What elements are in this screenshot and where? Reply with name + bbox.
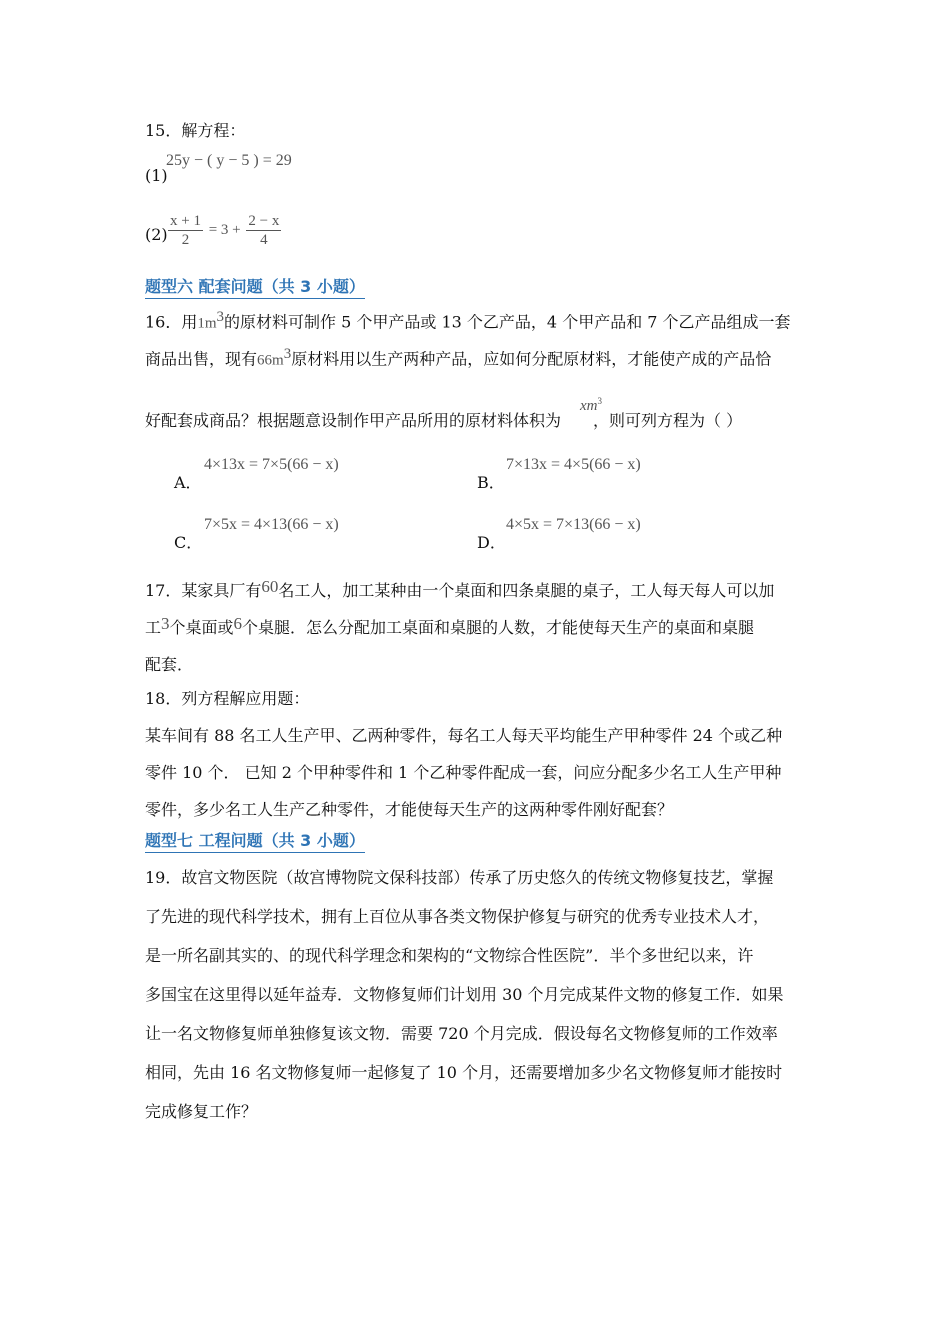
q16-line-1: 16．用$1m^3$的原材料可制作 5 个甲产品或 13 个乙产品，4 个甲产品和 7 个乙产品组成一套: [145, 309, 791, 332]
q16-line-3: 好配套成商品？根据题意设制作甲产品所用的原材料体积为 ，则可列方程为（ ）: [145, 411, 743, 430]
q15-part1-equation: 25y − ( y − 5 ) = 29: [166, 152, 292, 169]
option-d-equation: 4×5x = 7×13(66 − x): [506, 516, 641, 533]
q18-line-3: 零件，多少名工人生产乙种零件，才能使每天生产的这两种零件刚好配套？: [145, 800, 674, 819]
option-b-label[interactable]: B．: [477, 473, 505, 492]
frac1-denominator: 2: [181, 232, 190, 248]
q19-line: 多国宝在这里得以延年益寿．文物修复师们计划用 30 个月完成某件文物的修复工作．如果: [145, 985, 784, 1004]
q15-title: 15．解方程：: [145, 121, 246, 140]
option-a-equation: 4×13x = 7×5(66 − x): [204, 456, 339, 473]
q16-line-2: 商品出售，现有$66m^3$原材料用以生产两种产品，应如何分配原材料，才能使产成的产品恰: [145, 346, 772, 369]
q16-variable: $xm^3$: [580, 396, 602, 414]
q17-line-1: 17．某家具厂有60名工人，加工某种由一个桌面和四条桌腿的桌子，工人每天每人可以加: [145, 577, 775, 600]
q15-part2-label: (2): [145, 225, 168, 244]
q15-part2-equation: [166, 212, 283, 249]
q19-line: 让一名文物修复师单独修复该文物．需要 720 个月完成．假设每名文物修复师的工作效率: [145, 1024, 778, 1043]
section-heading-6: 题型六 配套问题（共 3 小题）: [145, 274, 365, 299]
option-a-label[interactable]: A．: [174, 473, 202, 492]
q19-line: 相同，先由 16 名文物修复师一起修复了 10 个月，还需要增加多少名文物修复师才能按时: [145, 1063, 783, 1082]
q18-line-1: 某车间有 88 名工人生产甲、乙两种零件，每名工人每天平均能生产甲种零件 24 个或乙种: [145, 726, 783, 745]
option-d-label[interactable]: D．: [477, 533, 506, 552]
option-b-equation: 7×13x = 4×5(66 − x): [506, 456, 641, 473]
option-c-equation: 7×5x = 4×13(66 − x): [204, 516, 339, 533]
q17-line-2: 工3个桌面或6个桌腿．怎么分配加工桌面和桌腿的人数，才能使每天生产的桌面和桌腿: [145, 614, 755, 637]
q19-line: 19．故宫文物医院（故宫博物院文保科技部）传承了历史悠久的传统文物修复技艺，掌握: [145, 868, 774, 887]
frac2-denominator: 4: [260, 232, 268, 248]
q18-title: 18．列方程解应用题：: [145, 689, 310, 708]
q19-line: 完成修复工作？: [145, 1102, 258, 1121]
option-c-label[interactable]: C．: [174, 533, 203, 552]
q18-line-2: 零件 10 个． 已知 2 个甲种零件和 1 个乙种零件配成一套，问应分配多少名工人生产甲种: [145, 763, 782, 782]
q19-line: 了先进的现代科学技术，拥有上百位从事各类文物保护修复与研究的优秀专业技术人才，: [145, 907, 770, 926]
frac2-numerator: 2 − x: [248, 213, 280, 229]
q19-line: 是一所名副其实的、的现代科学理念和架构的“文物综合性医院”．半个多世纪以来，许: [145, 946, 754, 965]
q15-part1-label: (1): [145, 166, 168, 185]
frac1-numerator: x + 1: [170, 213, 201, 229]
section-heading-7: 题型七 工程问题（共 3 小题）: [145, 828, 365, 853]
q17-line-3: 配套．: [145, 655, 194, 674]
equation-middle: = 3 +: [208, 221, 241, 238]
